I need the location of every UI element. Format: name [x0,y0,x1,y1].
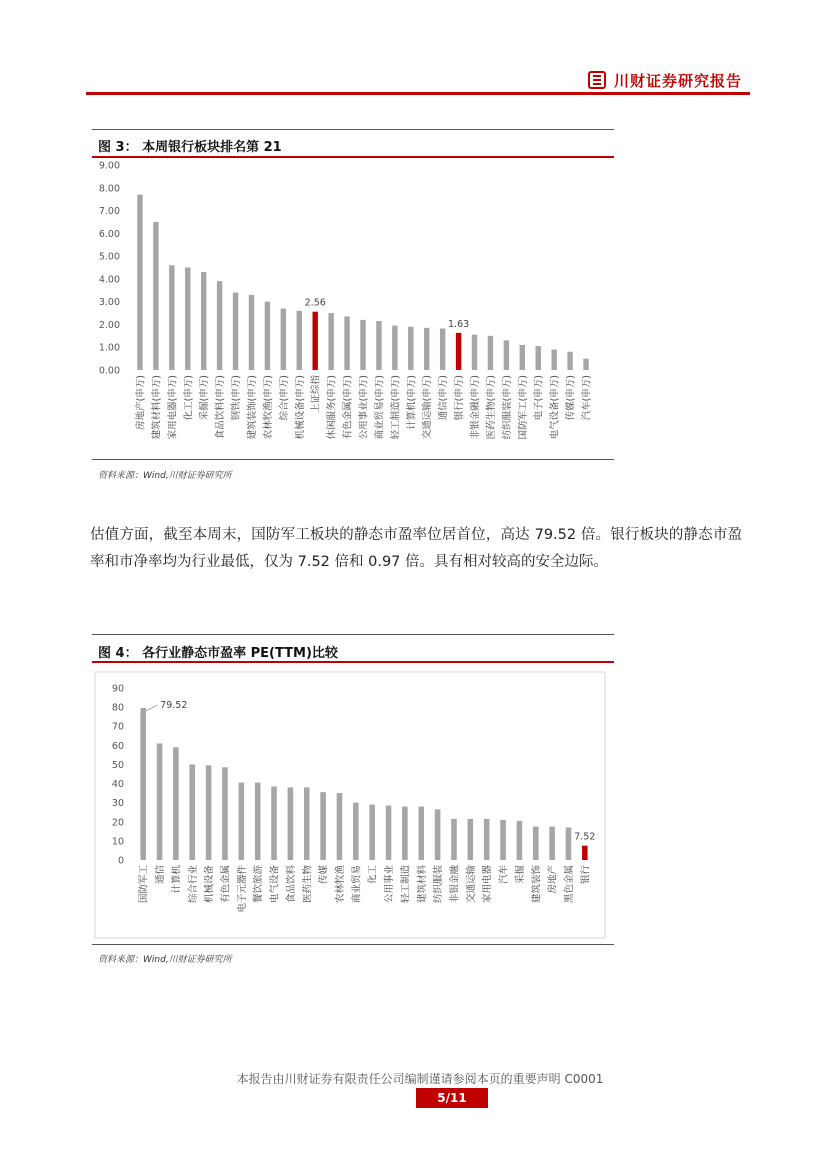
x-tick-label: 建筑材料(申万) [151,375,163,440]
figure3-top-rule [92,129,614,130]
x-tick-label: 餐饮旅游 [253,865,265,904]
y-tick-label: 4.00 [98,274,120,286]
header-divider [86,92,750,95]
bar [484,819,490,860]
bar [418,806,424,860]
bar [222,767,228,860]
x-tick-label: 商业贸易(申万) [374,375,386,440]
bar [549,827,555,860]
x-tick-label: 家用电器 [482,865,494,904]
figure3-title: 图 3： 本周银行板块排名第 21 [98,140,282,155]
chart-frame [95,672,605,938]
bar [137,195,142,370]
bar [386,806,392,860]
bar [488,336,493,370]
bar [281,309,286,371]
x-tick-label: 轻工制造(申万) [390,375,402,440]
x-tick-label: 公用事业 [384,865,396,904]
x-tick-label: 传媒(申万) [565,375,577,421]
bar [456,333,461,370]
x-tick-label: 休闲服务(申万) [326,375,338,440]
x-tick-label: 交通运输(申万) [422,375,434,440]
bar [566,828,572,860]
page-number: 5/11 [416,1088,488,1108]
figure4-source: 资料来源：Wind,川财证券研究所 [98,955,232,965]
x-tick-label: 医药生物 [302,865,314,904]
x-tick-label: 传媒 [318,865,330,885]
x-tick-label: 建筑装饰 [531,865,543,904]
y-tick-label: 40 [111,779,124,791]
bar [520,345,525,370]
bar [551,350,556,371]
bar [185,268,190,371]
bar [173,747,179,860]
x-tick-label: 通信(申万) [438,375,450,421]
x-tick-label: 非银金融(申万) [470,375,482,440]
x-tick-label: 综合行业 [187,865,199,904]
x-tick-label: 电气设备 [269,865,281,904]
bar [536,346,541,370]
y-tick-label: 9.00 [98,160,120,172]
bar [312,312,317,370]
bar [169,265,174,370]
bar [353,803,359,860]
x-tick-label: 化工 [367,865,379,885]
x-tick-label: 通信 [155,865,167,885]
bar [369,805,375,860]
x-tick-label: 银行(申万) [454,375,466,421]
y-tick-label: 0 [117,855,124,867]
x-tick-label: 建筑装饰(申万) [246,375,258,440]
y-tick-label: 2.00 [98,319,120,331]
x-tick-label: 轻工制造 [400,865,412,904]
bar [392,326,397,370]
x-tick-label: 综合(申万) [278,375,290,421]
x-tick-label: 黑色金属 [563,865,575,904]
x-tick-label: 非银金融 [449,865,461,904]
x-tick-label: 交通运输 [465,865,477,904]
bar [265,302,270,370]
x-tick-label: 纺织服装(申万) [501,375,513,440]
bar [217,281,222,370]
bar [271,786,277,860]
x-tick-label: 纺织服装 [433,865,445,904]
bar [567,352,572,370]
bar [517,821,523,860]
bar [376,321,381,370]
figure4-chart [92,664,614,944]
figure4-bottom-rule [92,944,614,945]
y-tick-label: 70 [111,721,124,733]
bar [255,783,261,860]
y-tick-label: 30 [111,798,124,810]
bar [239,783,245,860]
x-tick-label: 农林牧渔 [334,865,346,904]
bar [504,340,509,370]
x-tick-label: 食品饮料 [285,865,297,904]
bar [140,708,146,860]
x-tick-label: 汽车 [498,865,510,885]
x-tick-label: 化工(申万) [183,375,195,421]
bar [328,313,333,370]
y-tick-label: 80 [111,702,124,714]
x-tick-label: 国防军工 [138,865,150,904]
data-label-leader [146,705,157,711]
x-tick-label: 机械设备 [204,865,216,904]
bar [582,846,588,860]
bar [304,787,310,860]
x-tick-label: 计算机(申万) [406,375,418,430]
bar [153,222,158,370]
y-tick-label: 6.00 [98,228,120,240]
figure3-source: 资料来源：Wind,川财证券研究所 [98,471,232,481]
bar [344,316,349,370]
bar [468,819,474,860]
y-tick-label: 1.00 [98,342,120,354]
y-tick-label: 90 [111,683,124,695]
x-tick-label: 计算机 [171,865,183,894]
x-tick-label: 采掘 [514,865,526,885]
y-tick-label: 0.00 [98,365,120,377]
bar [402,806,408,860]
y-tick-label: 50 [111,759,124,771]
bar [297,311,302,370]
y-tick-label: 3.00 [98,297,120,309]
x-tick-label: 国防军工(申万) [517,375,529,440]
figure3-bottom-rule [92,459,614,460]
y-tick-label: 20 [111,817,124,829]
x-tick-label: 食品饮料(申万) [215,375,227,440]
data-label: 1.63 [448,318,470,330]
x-tick-label: 房地产(申万) [135,375,147,430]
bar [201,272,206,370]
x-tick-label: 商业贸易 [351,865,363,904]
x-tick-label: 医药生物(申万) [485,375,497,440]
brand-name: 川财证券研究报告 [614,71,743,90]
y-tick-label: 7.00 [98,206,120,218]
bar [451,819,457,860]
data-label: 2.56 [304,297,326,309]
x-tick-label: 电子(申万) [533,375,545,421]
bar [424,328,429,370]
figure4-title-rule [92,661,614,663]
x-tick-label: 银行 [580,865,592,885]
data-label: 7.52 [574,831,596,843]
x-tick-label: 农林牧渔(申万) [262,375,274,440]
figure3-chart [92,158,614,458]
x-tick-label: 有色金属(申万) [342,375,354,440]
bar [408,327,413,370]
x-tick-label: 房地产 [547,865,559,894]
bar [435,809,441,860]
brand-header [588,68,758,92]
bar [320,792,326,860]
x-tick-label: 汽车(申万) [581,375,593,421]
data-label: 79.52 [160,700,188,712]
x-tick-label: 上证综指 [310,375,322,414]
bar [533,827,539,860]
footer-disclaimer: 本报告由川财证券有限责任公司编制谨请参阅本页的重要声明 C0001 [236,1072,604,1086]
bar [157,743,163,860]
figure4-top-rule [92,634,614,635]
x-tick-label: 家用电器(申万) [167,375,179,440]
x-tick-label: 电子元器件 [236,865,248,913]
valuation-paragraph: 估值方面，截至本周末，国防军工板块的静态市盈率位居首位，高达 79.52 倍。银行板块的静态市盈率和市净率均为行业最低，仅为 7.52 倍和 0.97 倍。具有相对较高的安全边际。 [90,527,742,570]
x-tick-label: 公用事业(申万) [358,375,370,440]
brand-logo-icon [588,71,606,89]
x-tick-label: 采掘(申万) [199,375,211,421]
y-tick-label: 8.00 [98,183,120,195]
bar [189,764,195,860]
bar [233,293,238,370]
y-tick-label: 5.00 [98,251,120,263]
figure4-title: 图 4： 各行业静态市盈率 PE(TTM)比较 [98,646,338,661]
x-tick-label: 有色金属 [220,865,232,904]
x-tick-label: 电气设备(申万) [549,375,561,440]
bar [440,329,445,370]
y-tick-label: 60 [111,740,124,752]
bar [249,295,254,370]
bar [288,787,294,860]
bar [337,793,343,860]
x-tick-label: 建筑材料 [416,865,428,904]
x-tick-label: 机械设备(申万) [294,375,306,440]
x-tick-label: 钢铁(申万) [231,375,243,421]
bar [472,335,477,370]
bar [360,320,365,370]
y-tick-label: 10 [111,836,124,848]
bar [583,359,588,370]
bar [500,820,506,860]
bar [206,765,212,860]
